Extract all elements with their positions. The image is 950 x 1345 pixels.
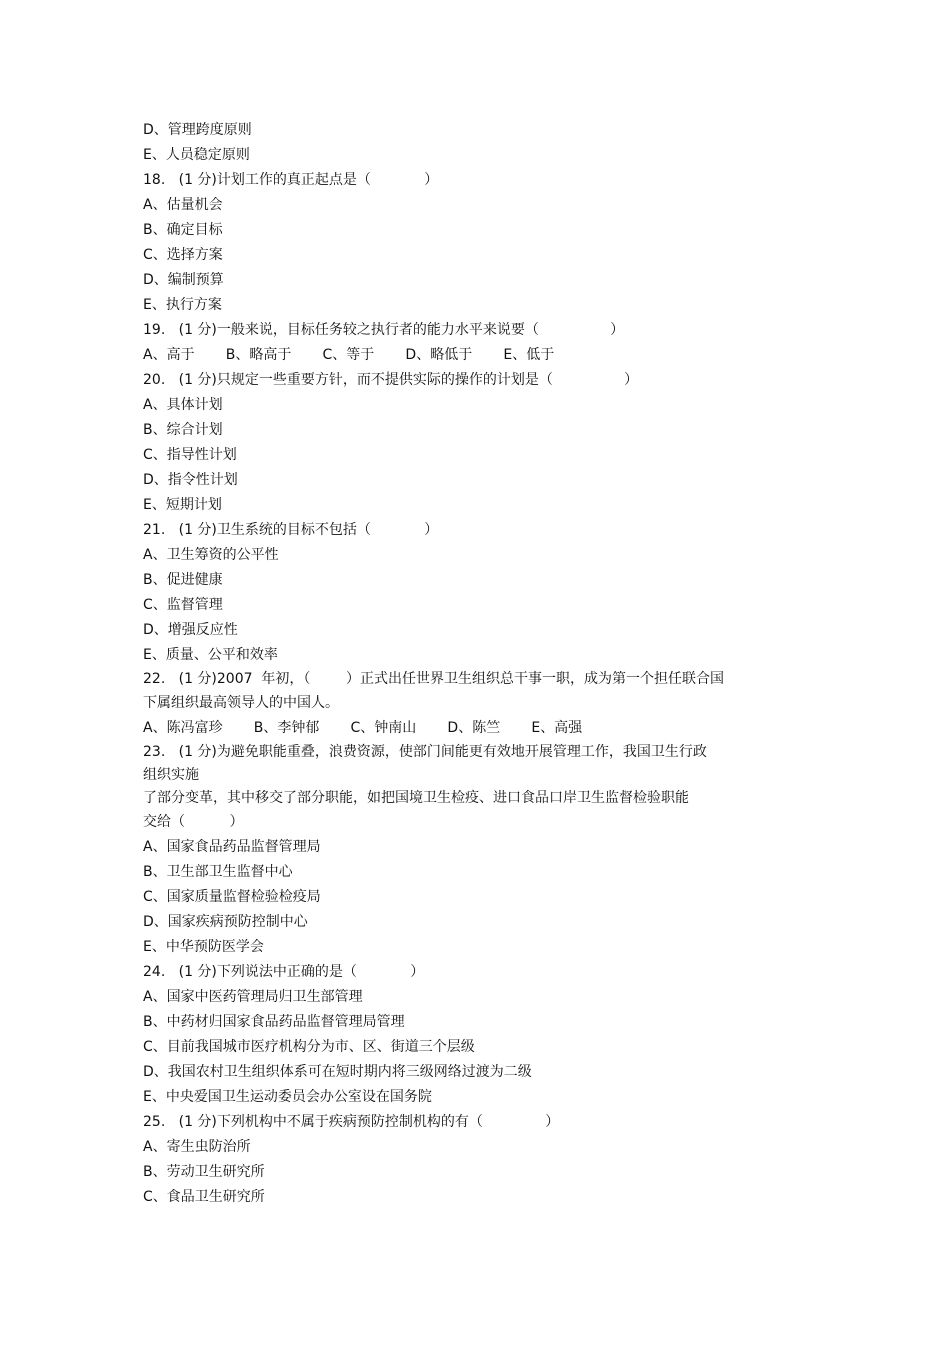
- option-line: E、中央爱国卫生运动委员会办公室设在国务院: [143, 1089, 432, 1105]
- option-line: A、陈冯富珍 B、李钟郁 C、钟南山 D、陈竺 E、高强: [143, 720, 583, 736]
- option-line: C、监督管理: [143, 597, 223, 613]
- question-22-continued: 下属组织最高领导人的中国人。: [143, 695, 339, 711]
- option-line: B、卫生部卫生监督中心: [143, 864, 293, 880]
- option-line: D、国家疾病预防控制中心: [143, 914, 308, 930]
- option-line: C、国家质量监督检验检疫局: [143, 889, 321, 905]
- option-line: A、国家食品药品监督管理局: [143, 839, 321, 855]
- option-line: E、质量、公平和效率: [143, 647, 278, 663]
- document-page: [143, 118, 783, 1210]
- question-23: 23. (1 分)为避免职能重叠，浪费资源，使部门间能更有效地开展管理工作，我国卫生行政: [143, 744, 707, 760]
- option-line: D、编制预算: [143, 272, 224, 288]
- option-line: E、短期计划: [143, 497, 222, 513]
- question-24: 24. (1 分)下列说法中正确的是（ ）: [143, 964, 425, 980]
- option-line: B、促进健康: [143, 572, 223, 588]
- option-line: A、估量机会: [143, 197, 223, 213]
- question-18: 18. (1 分)计划工作的真正起点是（ ）: [143, 172, 439, 188]
- option-line: C、食品卫生研究所: [143, 1189, 265, 1205]
- option-line: A、国家中医药管理局归卫生部管理: [143, 989, 363, 1005]
- question-23-continued: 组织实施: [143, 767, 199, 783]
- option-line: A、寄生虫防治所: [143, 1139, 251, 1155]
- option-line: E、执行方案: [143, 297, 222, 313]
- question-22: 22. (1 分)2007 年初，（ ）正式出任世界卫生组织总干事一职，成为第一个担任联合国: [143, 671, 725, 687]
- option-line: C、指导性计划: [143, 447, 237, 463]
- option-line: A、高于 B、略高于 C、等于 D、略低于 E、低于: [143, 347, 555, 363]
- question-23-continued: 交给（ ）: [143, 814, 244, 830]
- option-line: B、确定目标: [143, 222, 223, 238]
- option-line: D、我国农村卫生组织体系可在短时期内将三级网络过渡为二级: [143, 1064, 532, 1080]
- option-line: B、劳动卫生研究所: [143, 1164, 265, 1180]
- question-21: 21. (1 分)卫生系统的目标不包括（ ）: [143, 522, 439, 538]
- option-line: E、人员稳定原则: [143, 147, 250, 163]
- question-19: 19. (1 分)一般来说，目标任务较之执行者的能力水平来说要（ ）: [143, 322, 625, 338]
- option-line: E、中华预防医学会: [143, 939, 264, 955]
- option-line: B、中药材归国家食品药品监督管理局管理: [143, 1014, 405, 1030]
- option-line: A、具体计划: [143, 397, 223, 413]
- option-line: C、选择方案: [143, 247, 223, 263]
- question-23-continued: 了部分变革，其中移交了部分职能，如把国境卫生检疫、进口食品口岸卫生监督检验职能: [143, 790, 689, 806]
- option-line: D、指令性计划: [143, 472, 238, 488]
- question-25: 25. (1 分)下列机构中不属于疾病预防控制机构的有（ ）: [143, 1114, 560, 1130]
- option-line: A、卫生筹资的公平性: [143, 547, 279, 563]
- option-line: C、目前我国城市医疗机构分为市、区、街道三个层级: [143, 1039, 475, 1055]
- option-line: D、增强反应性: [143, 622, 238, 638]
- option-line: D、管理跨度原则: [143, 122, 252, 138]
- option-line: B、综合计划: [143, 422, 223, 438]
- question-20: 20. (1 分)只规定一些重要方针，而不提供实际的操作的计划是（ ）: [143, 372, 639, 388]
